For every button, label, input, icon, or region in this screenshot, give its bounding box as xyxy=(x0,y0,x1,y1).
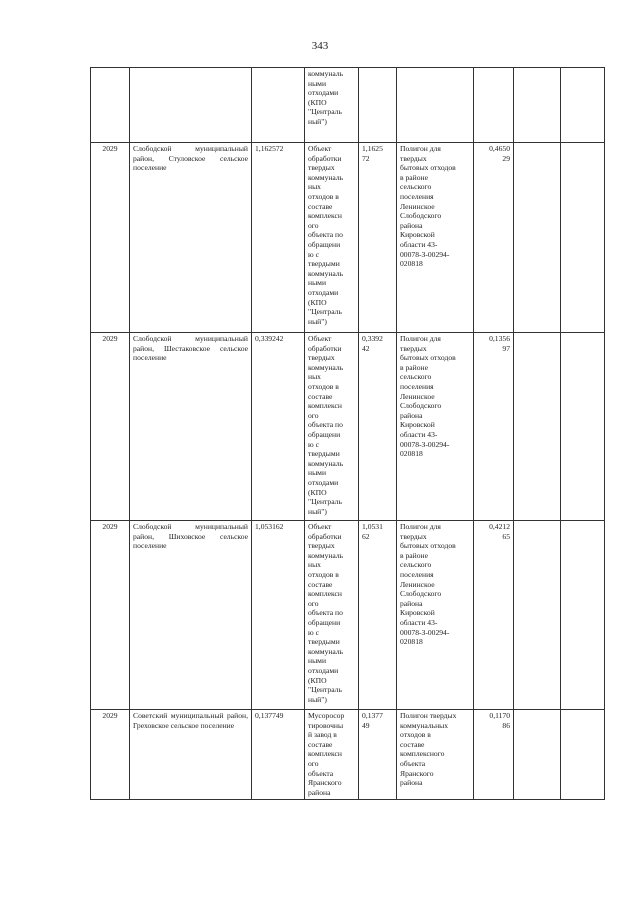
object-cell: коммуналь ными отходами (КПО "Централь ный") xyxy=(305,68,359,143)
quantity-cell: 1,053162 xyxy=(252,521,305,710)
quantity-cell: 1,162572 xyxy=(252,143,305,333)
quantity2-cell: 1,0531 62 xyxy=(359,521,397,710)
quantity2-cell: 1,1625 72 xyxy=(359,143,397,333)
table-row xyxy=(91,68,605,143)
municipality-cell: Слободской муниципальный район, Стуловское сельское поселение xyxy=(130,143,252,333)
year-cell: 2029 xyxy=(91,333,130,521)
destination-cell xyxy=(397,68,474,143)
year-cell xyxy=(91,68,130,143)
waste-flow-table xyxy=(90,67,605,800)
destination-cell: Полигон для твердых бытовых отходов в районе сельского поселения Ленинское Слободского района Кировской области 43- 00078-З-00294- 020818 xyxy=(397,143,474,333)
page-number: 343 xyxy=(311,40,329,52)
municipality-cell: Советский муниципальный район, Греховское сельское поселение xyxy=(130,710,252,800)
object-cell: Мусоросор тировочны й завод в составе комплексн ого объекта Яранского района xyxy=(305,710,359,800)
table-row xyxy=(91,710,605,800)
municipality-cell xyxy=(130,68,252,143)
object-cell: Объект обработки твердых коммуналь ных отходов в составе комплексн ого объекта по обращени ю с твердыми коммуналь ными отходами (КПО "Централь ный") xyxy=(305,143,359,333)
empty-cell xyxy=(514,521,561,710)
municipality-cell: Слободской муниципальный район, Шиховское сельское поселение xyxy=(130,521,252,710)
empty-cell xyxy=(561,521,605,710)
value-cell xyxy=(474,68,514,143)
table-row xyxy=(91,333,605,521)
table-row xyxy=(91,521,605,710)
quantity-cell: 0,137749 xyxy=(252,710,305,800)
object-cell: Объект обработки твердых коммуналь ных отходов в составе комплексн ого объекта по обращени ю с твердыми коммуналь ными отходами (КПО "Централь ный") xyxy=(305,521,359,710)
empty-cell xyxy=(561,333,605,521)
empty-cell xyxy=(514,68,561,143)
quantity-cell xyxy=(252,68,305,143)
empty-cell xyxy=(514,710,561,800)
value-cell: 0,1356 97 xyxy=(474,333,514,521)
destination-cell: Полигон для твердых бытовых отходов в районе сельского поселения Ленинское Слободского района Кировской области 43- 00078-З-00294- 020818 xyxy=(397,521,474,710)
year-cell: 2029 xyxy=(91,521,130,710)
empty-cell xyxy=(514,143,561,333)
year-cell: 2029 xyxy=(91,143,130,333)
quantity2-cell: 0,3392 42 xyxy=(359,333,397,521)
value-cell: 0,4650 29 xyxy=(474,143,514,333)
table-row xyxy=(91,143,605,333)
empty-cell xyxy=(561,68,605,143)
quantity-cell: 0,339242 xyxy=(252,333,305,521)
value-cell: 0,4212 65 xyxy=(474,521,514,710)
empty-cell xyxy=(514,333,561,521)
destination-cell: Полигон для твердых бытовых отходов в районе сельского поселения Ленинское Слободского района Кировской области 43- 00078-З-00294- 020818 xyxy=(397,333,474,521)
value-cell: 0,1170 86 xyxy=(474,710,514,800)
quantity2-cell: 0,1377 49 xyxy=(359,710,397,800)
year-cell: 2029 xyxy=(91,710,130,800)
destination-cell: Полигон твердых коммунальных отходов в составе комплексного объекта Яранского района xyxy=(397,710,474,800)
municipality-cell: Слободской муниципальный район, Шестаковское сельское поселение xyxy=(130,333,252,521)
quantity2-cell xyxy=(359,68,397,143)
empty-cell xyxy=(561,710,605,800)
empty-cell xyxy=(561,143,605,333)
object-cell: Объект обработки твердых коммуналь ных отходов в составе комплексн ого объекта по обращени ю с твердыми коммуналь ными отходами (КПО "Централь ный") xyxy=(305,333,359,521)
